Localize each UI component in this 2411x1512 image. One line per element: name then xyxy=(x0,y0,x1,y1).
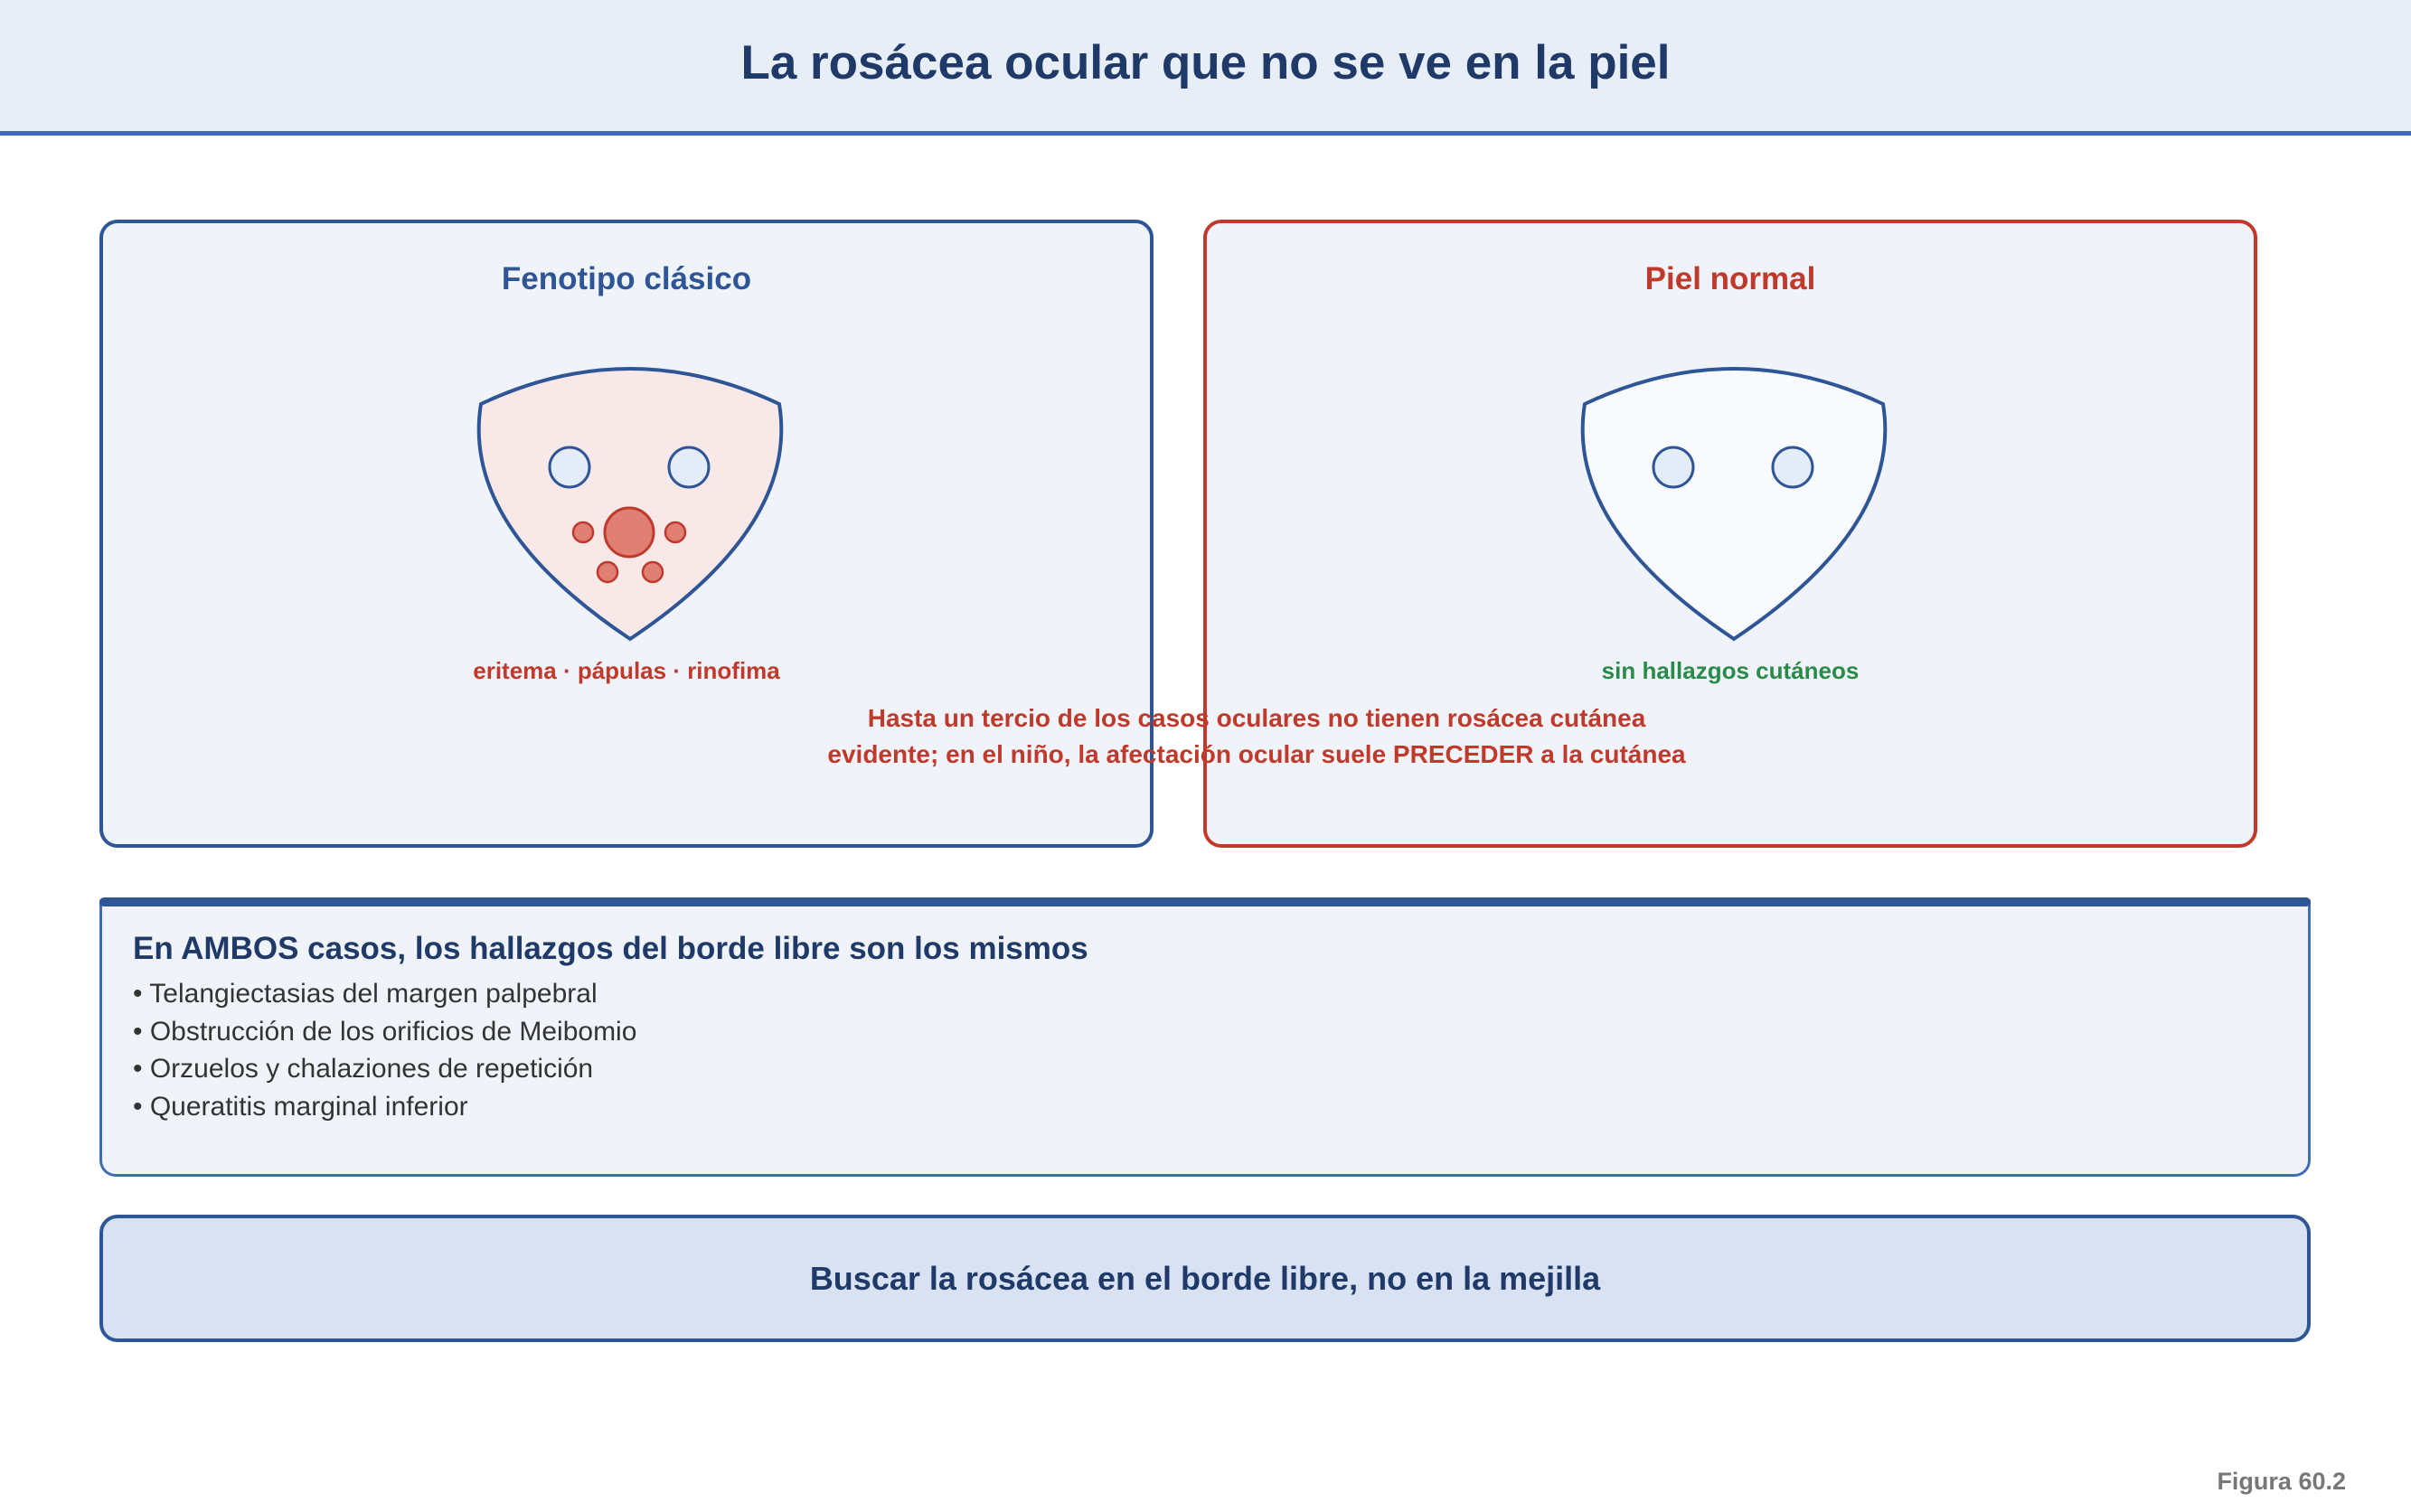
common-findings-box xyxy=(99,900,2311,1177)
panel-title-classic: Fenotipo clásico xyxy=(501,261,752,296)
common-findings-title: En AMBOS casos, los hallazgos del borde libre son los mismos xyxy=(133,931,1088,966)
list-item: • Telangiectasias del margen palpebral xyxy=(133,979,598,1009)
header xyxy=(0,0,2411,136)
conclusion-text: Buscar la rosácea en el borde libre, no en la mejilla xyxy=(809,1259,1601,1297)
face-normal-icon xyxy=(1576,359,1892,657)
list-item: • Obstrucción de los orificios de Meibomio xyxy=(133,1016,637,1047)
figure-label: Figura 60.2 xyxy=(2217,1468,2346,1495)
caption-normal: sin hallazgos cutáneos xyxy=(1601,657,1860,684)
list-item: • Queratitis marginal inferior xyxy=(133,1091,468,1122)
list-item: • Orzuelos y chalaziones de repetición xyxy=(133,1054,594,1084)
note-line-2: evidente; en el niño, la afectación ocular suele PRECEDER a la cutánea xyxy=(827,740,1686,768)
page-title: La rosácea ocular que no se ve en la piel xyxy=(740,36,1671,89)
face-with-rosacea-icon xyxy=(472,359,788,657)
overlay-note xyxy=(651,700,1862,773)
panel-title-normal: Piel normal xyxy=(1644,261,1816,296)
note-line-1: Hasta un tercio de los casos oculares no tienen rosácea cutánea xyxy=(867,704,1646,732)
caption-classic: eritema · pápulas · rinofima xyxy=(473,657,780,684)
common-findings-top-bar xyxy=(99,897,2311,906)
conclusion-box xyxy=(99,1215,2311,1342)
common-findings-list xyxy=(133,975,636,1125)
